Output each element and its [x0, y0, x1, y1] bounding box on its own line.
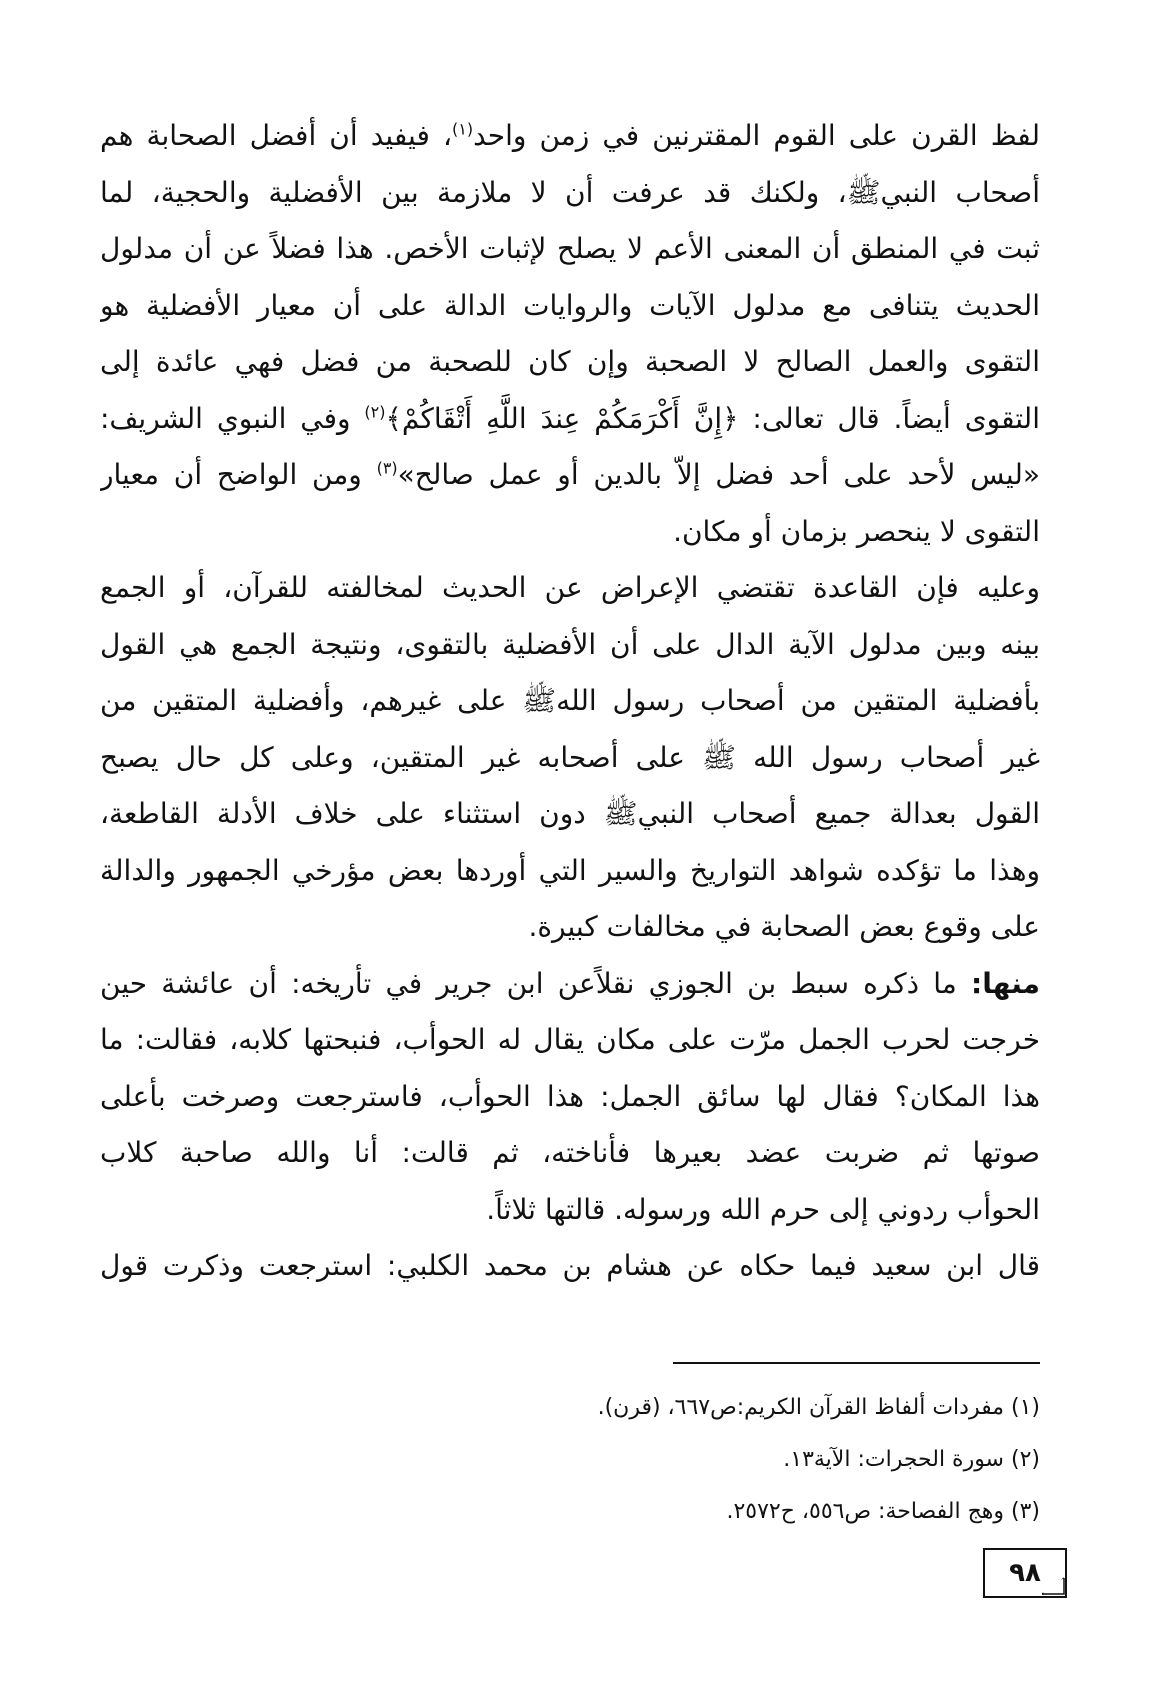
text-line: التقوى أيضاً. قال تعالى: ﴿إِنَّ أَكْرَمَكُمْ عِندَ اللَّهِ أَتْقَاكُمْ﴾$^{(٢)}$ وفي النبوي الشريف: [100, 401, 1040, 435]
footnote: (١) مفردات ألفاظ القرآن الكريم:ص٦٦٧، (قرن). [597, 1395, 1040, 1420]
page-number-text: ٩٨ [1009, 1558, 1041, 1588]
text-line: القول بعدالة جميع أصحاب النبيﷺ دون استثناء على خلاف الأدلة القاطعة، [100, 797, 1040, 830]
text-line: وهذا ما تؤكده شواهد التواريخ والسير التي أوردها بعض مؤرخي الجمهور والدالة [100, 853, 1040, 887]
text-line: وعليه فإن القاعدة تقتضي الإعراض عن الحديث لمخالفته للقرآن، أو الجمع [100, 571, 1040, 604]
text-line: لفظ القرن على القوم المقترنين في زمن واحد$^{(١)}$، فيفيد أن أفضل الصحابة هم [100, 119, 1040, 152]
footnotes [500, 1382, 1040, 1538]
text-line: خرجت لحرب الجمل مرّت على مكان يقال له الحوأب، فنبحتها كلابه، فقالت: ما [100, 1023, 1040, 1056]
footnote-ref: (٢) [364, 402, 386, 422]
text-line: ثبت في المنطق أن المعنى الأعم لا يصلح لإثبات الأخص. هذا فضلاً عن أن مدلول [100, 232, 1040, 265]
footnote-ref: (١) [452, 119, 474, 139]
text-line: التقوى والعمل الصالح لا الصحبة وإن كان للصحبة من فضل فهي عائدة إلى [100, 345, 1040, 378]
text-line: غير أصحاب رسول الله ﷺ على أصحابه غير المتقين، وعلى كل حال يصبح [100, 740, 1040, 774]
text-line: قال ابن سعيد فيما حكاه عن هشام بن محمد الكلبي: استرجعت وذكرت قول [100, 1249, 1040, 1282]
text-line: بأفضلية المتقين من أصحاب رسول اللهﷺ على غيرهم، وأفضلية المتقين من [100, 684, 1040, 717]
text-line: أصحاب النبيﷺ، ولكنك قد عرفت أن لا ملازمة بين الأفضلية والحجية، لما [100, 175, 1040, 209]
footnote-ref: (٣) [376, 458, 398, 478]
text-line: هذا المكان؟ فقال لها سائق الجمل: هذا الحوأب، فاسترجعت وصرخت بأعلى [100, 1079, 1040, 1113]
page-curl-icon [1040, 1574, 1066, 1596]
minha-label: منها: [971, 966, 1040, 1000]
footnote-divider [673, 1362, 1040, 1364]
main-text [100, 108, 1040, 1295]
text-line: على وقوع بعض الصحابة في مخالفات كبيرة. [528, 910, 1040, 943]
text-line: الحوأب ردوني إلى حرم الله ورسوله. قالتها ثلاثاً. [486, 1192, 1040, 1226]
text-line: منها: ما ذكره سبط بن الجوزي نقلاًعن ابن جرير في تأريخه: أن عائشة حين [100, 966, 1040, 1000]
text-line: التقوى لا ينحصر بزمان أو مكان. [673, 514, 1040, 548]
text-line: بينه وبين مدلول الآية الدال على أن الأفضلية بالتقوى، ونتيجة الجمع هي القول [100, 627, 1040, 661]
footnote: (٢) سورة الحجرات: الآية١٣. [783, 1447, 1040, 1472]
text-line: الحديث يتنافى مع مدلول الآيات والروايات الدالة على أن معيار الأفضلية هو [100, 288, 1040, 322]
footnote: (٣) وهج الفصاحة: ص٥٥٦، ح٢٥٧٢. [726, 1499, 1040, 1524]
text-line: صوتها ثم ضربت عضد بعيرها فأناخته، ثم قالت: أنا والله صاحبة كلاب [100, 1136, 1040, 1169]
text-line: «ليس لأحد على أحد فضل إلاّ بالدين أو عمل صالح»$^{(٣)}$ ومن الواضح أن معيار [100, 458, 1040, 491]
